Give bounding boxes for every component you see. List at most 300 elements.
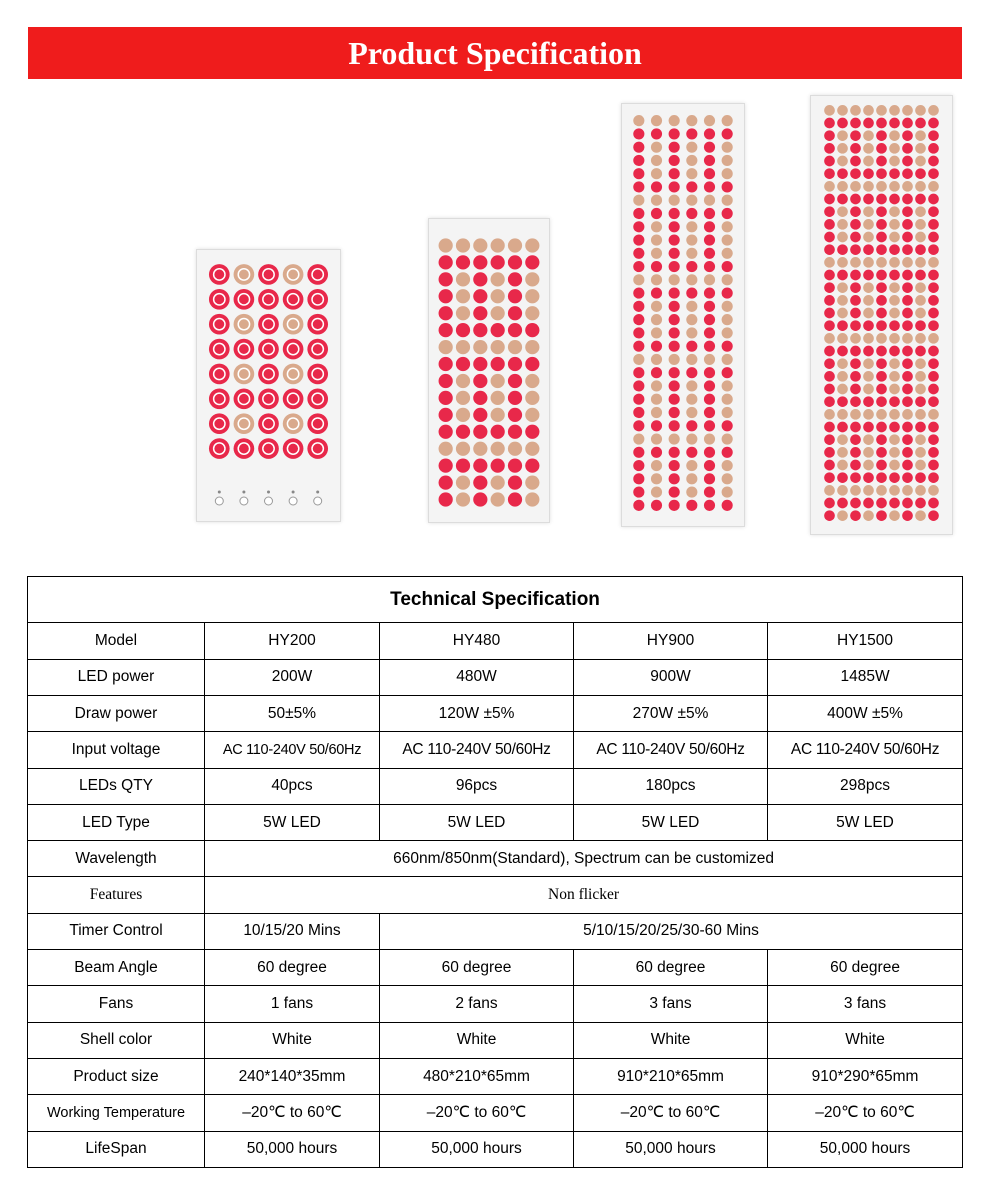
led-bulb (902, 130, 913, 141)
led-bulb (234, 339, 255, 360)
table-title: Technical Specification (28, 577, 963, 623)
led-bulb (889, 168, 900, 179)
indicator-dot-icon (242, 491, 245, 494)
led-bulb (491, 442, 505, 456)
led-bulb (722, 354, 733, 365)
table-title-row (28, 577, 963, 623)
led-bulb (307, 364, 328, 385)
led-bulb (686, 367, 697, 378)
led-bulb (876, 168, 887, 179)
led-bulb (651, 221, 662, 232)
led-bulb (258, 364, 279, 385)
value-cell: 1 fans (205, 986, 380, 1022)
value-cell: 50±5% (205, 695, 380, 731)
led-bulb (863, 320, 874, 331)
led-bulb (491, 272, 505, 286)
led-bulb (704, 367, 715, 378)
led-bulb (439, 340, 453, 354)
led-bulb (258, 413, 279, 434)
param-label: Draw power (28, 695, 205, 731)
led-bulb (863, 485, 874, 496)
led-bulb (491, 238, 505, 252)
led-bulb (928, 333, 939, 344)
led-bulb (824, 156, 835, 167)
led-bulb (863, 206, 874, 217)
led-bulb (473, 340, 487, 354)
led-bulb (704, 208, 715, 219)
led-bulb (722, 341, 733, 352)
led-bulb (686, 115, 697, 126)
led-bulb (686, 195, 697, 206)
led-bulb (525, 475, 539, 489)
led-bulb (491, 475, 505, 489)
led-bulb (651, 407, 662, 418)
led-bulb (915, 244, 926, 255)
led-bulb (669, 500, 680, 511)
led-bulb (876, 105, 887, 116)
param-label: LED Type (28, 804, 205, 840)
led-bulb (686, 181, 697, 192)
led-bulb (837, 396, 848, 407)
led-bulb (508, 459, 522, 473)
led-bulb (850, 485, 861, 496)
led-bulb (915, 143, 926, 154)
led-bulb (209, 413, 230, 434)
led-bulb (669, 155, 680, 166)
led-bulb (686, 447, 697, 458)
led-bulb (651, 420, 662, 431)
led-bulb (651, 433, 662, 444)
led-grid (197, 250, 340, 521)
led-bulb (928, 270, 939, 281)
led-bulb (439, 374, 453, 388)
led-bulb (439, 255, 453, 269)
led-bulb (902, 498, 913, 509)
led-bulb (439, 492, 453, 506)
led-bulb (651, 394, 662, 405)
led-bulb (633, 380, 644, 391)
led-bulb (491, 340, 505, 354)
led-bulb (686, 128, 697, 139)
value-cell: 400W ±5% (768, 695, 963, 731)
led-bulb (850, 156, 861, 167)
led-bulb (508, 289, 522, 303)
led-bulb (876, 333, 887, 344)
led-bulb (651, 288, 662, 299)
led-bulb (837, 320, 848, 331)
led-bulb (722, 420, 733, 431)
value-cell: 40pcs (205, 768, 380, 804)
led-bulb (669, 115, 680, 126)
row-wavelength (28, 841, 963, 877)
led-bulb (837, 358, 848, 369)
led-bulb (837, 118, 848, 129)
led-bulb (928, 206, 939, 217)
led-bulb (863, 358, 874, 369)
value-cell: 50,000 hours (380, 1131, 574, 1167)
technical-specification-table (27, 576, 963, 1168)
value-cell: 240*140*35mm (205, 1058, 380, 1094)
led-bulb (824, 206, 835, 217)
led-bulb (915, 308, 926, 319)
led-bulb (837, 270, 848, 281)
led-bulb (928, 194, 939, 205)
led-bulb (915, 295, 926, 306)
led-bulb (651, 327, 662, 338)
control-button-icon (265, 497, 273, 505)
led-bulb (915, 320, 926, 331)
led-bulb (902, 422, 913, 433)
led-bulb (863, 510, 874, 521)
led-bulb (525, 425, 539, 439)
value-cell: 5W LED (380, 804, 574, 840)
led-bulb (234, 314, 255, 335)
led-bulb (837, 143, 848, 154)
led-bulb (722, 301, 733, 312)
led-bulb (876, 206, 887, 217)
indicator-dot-icon (316, 491, 319, 494)
led-bulb (902, 346, 913, 357)
led-bulb (824, 333, 835, 344)
led-bulb (902, 447, 913, 458)
param-label: Beam Angle (28, 950, 205, 986)
led-bulb (669, 487, 680, 498)
led-bulb (824, 447, 835, 458)
led-bulb (669, 288, 680, 299)
led-bulb (307, 413, 328, 434)
led-bulb (704, 221, 715, 232)
value-cell: –20℃ to 60℃ (380, 1095, 574, 1131)
led-bulb (669, 314, 680, 325)
led-bulb (209, 289, 230, 310)
led-bulb (928, 485, 939, 496)
led-bulb (902, 181, 913, 192)
led-bulb (722, 487, 733, 498)
led-bulb (915, 434, 926, 445)
led-bulb (876, 130, 887, 141)
led-bulb (915, 156, 926, 167)
led-bulb (722, 155, 733, 166)
led-bulb (876, 320, 887, 331)
led-bulb (876, 118, 887, 129)
led-bulb (863, 498, 874, 509)
led-bulb (876, 460, 887, 471)
led-bulb (669, 128, 680, 139)
led-bulb (928, 295, 939, 306)
param-label: Working Temperature (28, 1095, 205, 1131)
led-bulb (651, 301, 662, 312)
led-bulb (651, 341, 662, 352)
value-cell: 270W ±5% (574, 695, 768, 731)
led-bulb (258, 388, 279, 409)
led-bulb (824, 232, 835, 243)
led-bulb (669, 460, 680, 471)
led-bulb (902, 358, 913, 369)
led-bulb (686, 420, 697, 431)
led-bulb (439, 425, 453, 439)
led-bulb (837, 384, 848, 395)
led-bulb (456, 306, 470, 320)
led-bulb (863, 447, 874, 458)
led-bulb (876, 232, 887, 243)
led-bulb (863, 295, 874, 306)
led-bulb (508, 238, 522, 252)
led-bulb (850, 257, 861, 268)
led-bulb (491, 255, 505, 269)
led-bulb (633, 314, 644, 325)
led-bulb (915, 206, 926, 217)
led-bulb (902, 308, 913, 319)
row-features (28, 877, 963, 913)
value-cell: 96pcs (380, 768, 574, 804)
led-bulb (686, 208, 697, 219)
led-bulb (915, 168, 926, 179)
led-bulb (889, 396, 900, 407)
led-bulb (633, 288, 644, 299)
led-bulb (651, 473, 662, 484)
led-bulb (889, 384, 900, 395)
control-button-icon (289, 497, 297, 505)
led-bulb (686, 487, 697, 498)
row-lifespan (28, 1131, 963, 1167)
led-grid (811, 96, 952, 534)
led-bulb (704, 181, 715, 192)
led-bulb (633, 341, 644, 352)
led-bulb (473, 357, 487, 371)
product-image-hy480 (428, 218, 550, 523)
led-bulb (439, 238, 453, 252)
led-bulb (902, 143, 913, 154)
led-bulb (473, 408, 487, 422)
led-bulb (704, 261, 715, 272)
led-bulb (837, 181, 848, 192)
led-bulb (633, 394, 644, 405)
value-cell: HY480 (380, 623, 574, 659)
value-cell: 5W LED (205, 804, 380, 840)
led-bulb (633, 487, 644, 498)
led-bulb (915, 447, 926, 458)
led-bulb (824, 358, 835, 369)
led-bulb (508, 306, 522, 320)
led-bulb (651, 155, 662, 166)
led-bulb (633, 274, 644, 285)
led-bulb (889, 371, 900, 382)
led-bulb (837, 409, 848, 420)
value-cell: 3 fans (574, 986, 768, 1022)
value-cell: HY900 (574, 623, 768, 659)
led-bulb (633, 234, 644, 245)
led-bulb (915, 282, 926, 293)
led-bulb (850, 244, 861, 255)
led-bulb (915, 333, 926, 344)
led-bulb (824, 270, 835, 281)
led-bulb (669, 168, 680, 179)
led-bulb (837, 510, 848, 521)
led-bulb (837, 232, 848, 243)
led-bulb (889, 358, 900, 369)
led-bulb (915, 485, 926, 496)
led-bulb (669, 142, 680, 153)
led-bulb (686, 221, 697, 232)
led-bulb (439, 475, 453, 489)
led-bulb (928, 130, 939, 141)
led-bulb (209, 339, 230, 360)
led-bulb (928, 371, 939, 382)
led-bulb (686, 168, 697, 179)
led-bulb (686, 341, 697, 352)
led-bulb (508, 391, 522, 405)
led-bulb (850, 270, 861, 281)
row-draw-power (28, 695, 963, 731)
led-bulb (439, 442, 453, 456)
led-bulb (209, 364, 230, 385)
value-cell: 120W ±5% (380, 695, 574, 731)
led-bulb (633, 261, 644, 272)
led-bulb (889, 422, 900, 433)
led-bulb (915, 219, 926, 230)
led-bulb (283, 339, 304, 360)
led-bulb (722, 181, 733, 192)
value-cell: 900W (574, 659, 768, 695)
led-bulb (876, 282, 887, 293)
led-bulb (889, 219, 900, 230)
row-input-voltage (28, 732, 963, 768)
value-cell: 1485W (768, 659, 963, 695)
led-bulb (850, 396, 861, 407)
led-bulb (686, 327, 697, 338)
led-bulb (686, 288, 697, 299)
led-bulb (928, 447, 939, 458)
led-bulb (863, 105, 874, 116)
led-bulb (928, 118, 939, 129)
led-bulb (824, 257, 835, 268)
led-bulb (863, 333, 874, 344)
led-bulb (889, 206, 900, 217)
led-bulb (889, 194, 900, 205)
led-bulb (824, 346, 835, 357)
led-bulb (876, 143, 887, 154)
led-bulb (722, 367, 733, 378)
led-bulb (686, 500, 697, 511)
led-bulb (902, 434, 913, 445)
led-bulb (633, 301, 644, 312)
led-bulb (824, 485, 835, 496)
led-bulb (456, 323, 470, 337)
led-bulb (209, 264, 230, 285)
led-bulb (669, 420, 680, 431)
led-bulb (669, 394, 680, 405)
led-bulb (837, 244, 848, 255)
led-bulb (824, 320, 835, 331)
led-bulb (722, 261, 733, 272)
led-bulb (508, 425, 522, 439)
led-bulb (473, 323, 487, 337)
led-bulb (686, 473, 697, 484)
led-bulb (473, 459, 487, 473)
led-bulb (473, 374, 487, 388)
value-cell: 50,000 hours (768, 1131, 963, 1167)
led-bulb (850, 384, 861, 395)
led-bulb (876, 308, 887, 319)
led-bulb (824, 282, 835, 293)
led-bulb (473, 442, 487, 456)
led-bulb (686, 354, 697, 365)
value-cell: 50,000 hours (205, 1131, 380, 1167)
led-bulb (889, 472, 900, 483)
led-bulb (633, 500, 644, 511)
row-product-size (28, 1058, 963, 1094)
led-bulb (669, 248, 680, 259)
value-cell: White (574, 1022, 768, 1058)
led-bulb (863, 143, 874, 154)
value-cell: 480W (380, 659, 574, 695)
led-bulb (863, 156, 874, 167)
led-bulb (850, 130, 861, 141)
control-button-icon (314, 497, 322, 505)
param-label: LED power (28, 659, 205, 695)
led-bulb (889, 409, 900, 420)
led-bulb (525, 442, 539, 456)
led-bulb (876, 447, 887, 458)
led-bulb (651, 181, 662, 192)
led-bulb (837, 422, 848, 433)
led-bulb (876, 244, 887, 255)
led-bulb (633, 155, 644, 166)
led-bulb (837, 130, 848, 141)
led-bulb (669, 447, 680, 458)
value-cell: 180pcs (574, 768, 768, 804)
led-bulb (876, 346, 887, 357)
led-bulb (902, 206, 913, 217)
led-bulb (902, 232, 913, 243)
led-bulb (704, 115, 715, 126)
led-bulb (456, 459, 470, 473)
led-bulb (863, 472, 874, 483)
led-bulb (850, 308, 861, 319)
led-bulb (473, 272, 487, 286)
led-bulb (928, 168, 939, 179)
led-bulb (889, 244, 900, 255)
led-bulb (669, 301, 680, 312)
led-bulb (704, 168, 715, 179)
led-bulb (686, 380, 697, 391)
led-bulb (651, 314, 662, 325)
led-bulb (704, 420, 715, 431)
led-bulb (669, 473, 680, 484)
led-bulb (876, 384, 887, 395)
led-bulb (669, 181, 680, 192)
led-bulb (824, 143, 835, 154)
led-bulb (633, 433, 644, 444)
led-bulb (473, 492, 487, 506)
led-bulb (456, 408, 470, 422)
led-bulb (491, 492, 505, 506)
led-bulb (456, 492, 470, 506)
led-bulb (850, 206, 861, 217)
led-bulb (902, 194, 913, 205)
led-bulb (651, 208, 662, 219)
led-bulb (669, 380, 680, 391)
led-bulb (863, 434, 874, 445)
led-bulb (876, 194, 887, 205)
led-bulb (876, 156, 887, 167)
row-leds-qty (28, 768, 963, 804)
led-bulb (928, 422, 939, 433)
led-bulb (876, 409, 887, 420)
led-bulb (915, 498, 926, 509)
led-bulb (863, 194, 874, 205)
row-shell-color (28, 1022, 963, 1058)
